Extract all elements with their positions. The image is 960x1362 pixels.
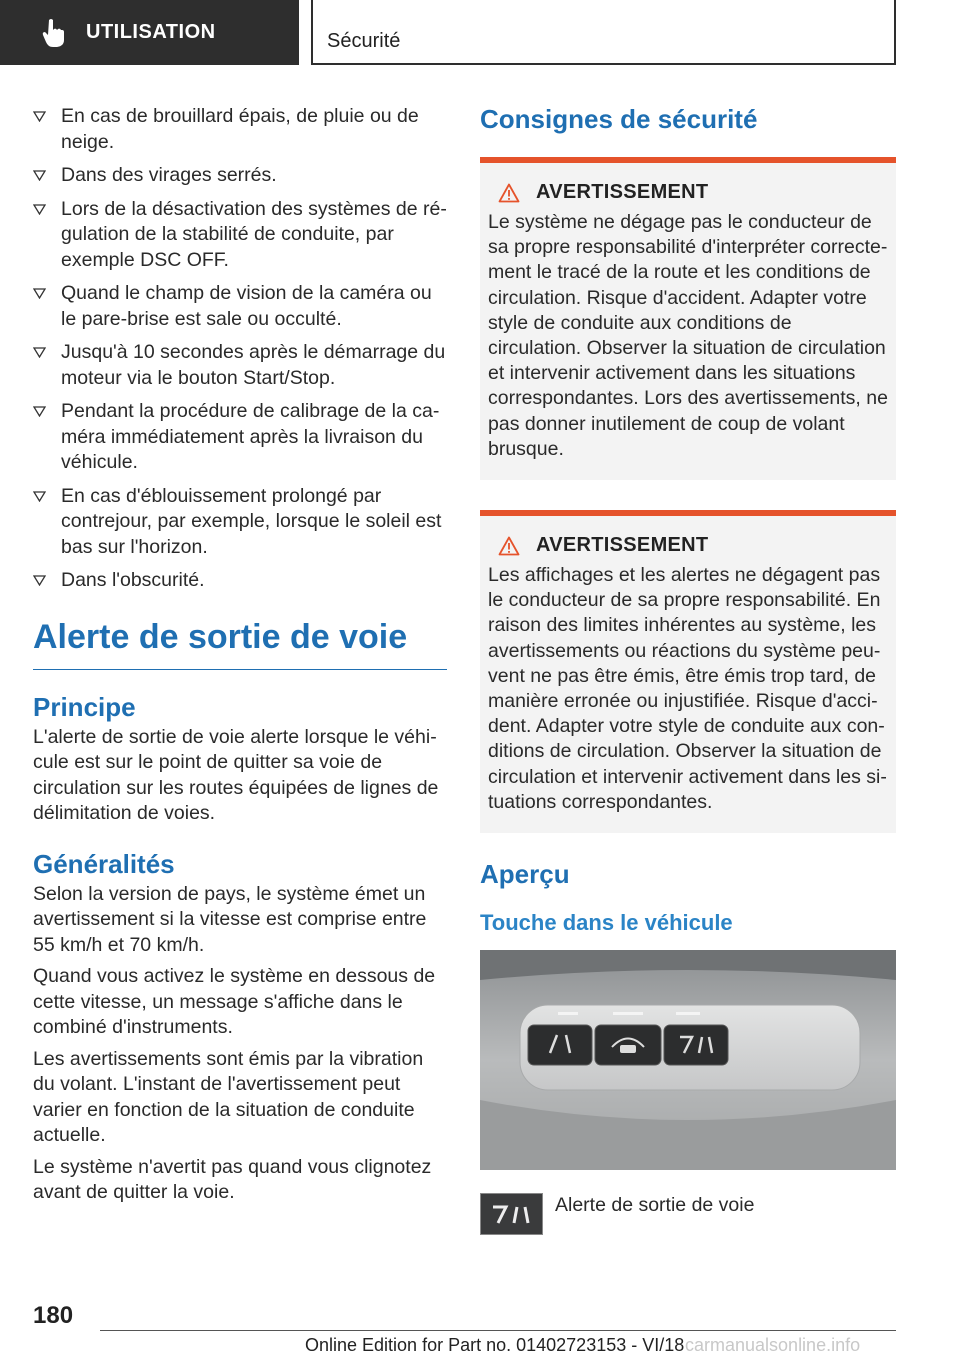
header-section-label: UTILISATION [86,21,216,43]
principe-text: L'alerte de sortie de voie alerte lorsque le véhicule est sur le point de quitter sa voie de circulation sur les routes équipées de lignes de délimitation de voies. [33,725,439,824]
page-number: 180 [33,1302,74,1329]
vehicle-button-panel-photo [480,950,896,1170]
list-item: Jusqu'à 10 secondes après le démarrage du moteur via le bouton Start/Stop. [33,340,447,391]
warning-text: Les affichages et les alertes ne dégagent pas le conducteur de sa propre responsabilité. En raison des limites inhérentes au système, les avertissements ou réactions du système peuvent ne pas être émis, être émis trop tard, de manière erronée ou injustifiée. Risque d'accident. Adapter votre style de conduite aux conditions de circulation. Observer la situation de circulation et intervenir activement dans les situations correspondantes. [488,564,887,813]
touche-heading: Touche dans le véhicule [480,910,733,936]
right-column [480,104,896,1235]
warning-box [480,510,896,833]
lane-departure-button-icon [480,1193,543,1235]
triangle-bullet-icon [33,406,46,417]
warning-box [480,157,896,480]
header-topic-box [311,0,896,65]
chapter-title: Alerte de sortie de voie [33,618,447,670]
triangle-bullet-icon [33,111,46,122]
generalites-paragraph: Le système n'avertit pas quand vous clignotez avant de quitter la voie. [33,1155,432,1203]
warning-triangle-icon [498,536,520,556]
list-item: Lors de la désactivation des systèmes de régulation de la stabilité de conduite, par exemple DSC OFF. [33,197,447,274]
condition-list [33,104,447,594]
warning-title: AVERTISSEMENT [498,181,888,204]
generalites-paragraph: Quand vous activez le système en dessous de cette vitesse, un message s'affiche dans le combiné d'instruments. [33,965,436,1038]
warning-text: Le système ne dégage pas le conducteur de sa propre responsabilité d'interpréter correctement le tracé de la route et les conditions de circulation. Risque d'accident. Adapter votre style de conduite aux conditions de circulation. Observer la situation de circulation et intervenir activement dans les situations correspondantes. Lors des avertissements, ne pas donner inutilement de coup de volant brusque. [488,211,888,460]
header-section-tab [0,0,299,65]
principe-heading: Principe [33,691,136,722]
caption-row [480,1193,896,1235]
generalites-paragraph: Les avertissements sont émis par la vibration du volant. L'instant de l'avertissement peut varier en fonction de la situation de conduite actuelle. [33,1047,424,1146]
consignes-heading: Consignes de sécurité [480,104,758,134]
list-item: Quand le champ de vision de la caméra ou le pare-brise est sale ou occulté. [33,281,447,332]
list-item: En cas de brouillard épais, de pluie ou de neige. [33,104,447,155]
edition-note: Online Edition for Part no. 01402723153 - VI/18 [305,1335,685,1355]
header-topic-label: Sécurité [327,30,401,52]
triangle-bullet-icon [33,170,46,181]
generalites-paragraph: Selon la version de pays, le système émet un avertissement si la vitesse est comprise entre 55 km/h et 70 km/h. [33,882,427,956]
warning-title: AVERTISSEMENT [498,534,888,557]
generalites-heading: Généralités [33,848,175,879]
triangle-bullet-icon [33,491,46,502]
list-item: Dans des virages serrés. [33,163,447,189]
triangle-bullet-icon [33,204,46,215]
apercu-heading: Aperçu [480,859,570,890]
caption-text: Alerte de sortie de voie [555,1194,755,1217]
watermark: carmanualsonline.info [685,1335,861,1355]
triangle-bullet-icon [33,288,46,299]
list-item: En cas d'éblouissement prolongé par contrejour, par exemple, lorsque le soleil est bas sur l'horizon. [33,484,447,561]
list-item: Pendant la procédure de calibrage de la caméra immédiatement après la livraison du véhicule. [33,399,447,476]
left-column [33,104,447,1212]
triangle-bullet-icon [33,575,46,586]
list-item: Dans l'obscurité. [33,568,447,594]
footer-divider [100,1330,896,1331]
triangle-bullet-icon [33,347,46,358]
hand-pointer-icon [42,18,66,48]
warning-triangle-icon [498,183,520,203]
